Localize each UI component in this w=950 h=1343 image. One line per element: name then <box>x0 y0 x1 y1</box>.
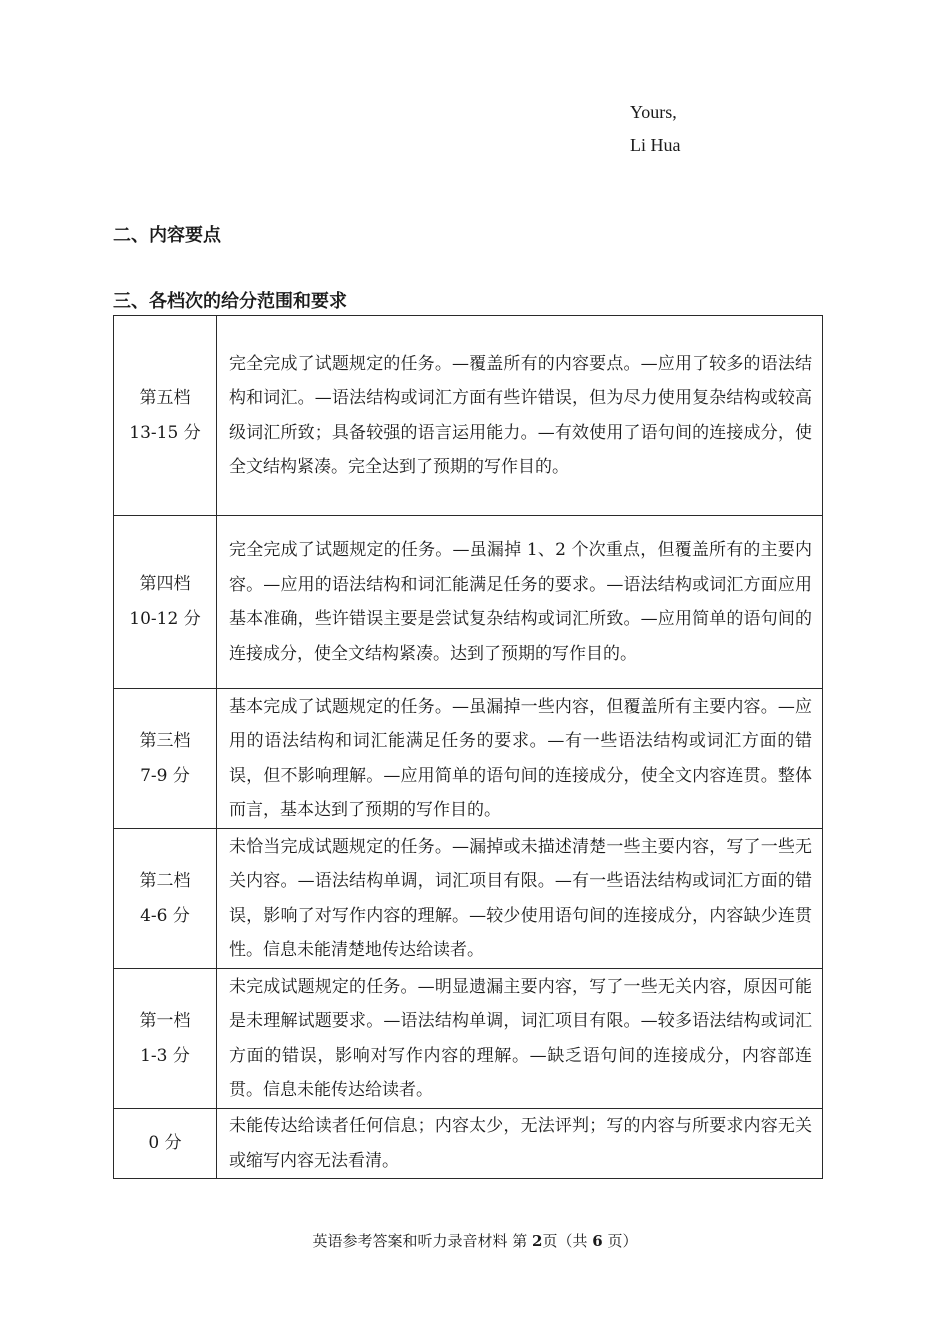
table-row <box>114 689 823 829</box>
level-cell <box>114 689 217 829</box>
level-name: 第三档 <box>139 730 191 751</box>
section-heading-content-points: 二、内容要点 <box>113 225 221 246</box>
closing-signature: Li Hua <box>630 135 681 155</box>
level-name: 第四档 <box>139 574 191 594</box>
level-description: 未恰当完成试题规定的任务。—漏掉或未描述清楚一些主要内容，写了一些无关内容。—语法结构单调，词汇项目有限。—有一些语法结构或词汇方面的错误，影响了对写作内容的理解。—较少使用语句间的连接成分，内容缺少连贯性。信息未能清楚地传达给读者。 <box>217 829 823 969</box>
level-name: 第五档 <box>139 387 191 408</box>
footer-prefix: 英语参考答案和听力录音材料 第 <box>312 1232 528 1250</box>
level-score: 13-15 分 <box>129 422 201 443</box>
table-row <box>114 316 823 516</box>
level-description: 完全完成了试题规定的任务。—虽漏掉 1、2 个次重点，但覆盖所有的主要内容。—应用的语法结构和词汇能满足任务的要求。—语法结构或词汇方面应用基本准确，些许错误主要是尝试复杂结构或词汇所致。—应用简单的语句间的连接成分，使全文结构紧凑。达到了预期的写作目的。 <box>217 516 823 689</box>
level-cell <box>114 969 217 1109</box>
table-row <box>114 829 823 969</box>
table-row <box>114 516 823 689</box>
level-cell <box>114 316 217 516</box>
page-footer <box>0 1230 950 1252</box>
table-row <box>114 969 823 1109</box>
level-name: 第二档 <box>139 870 191 891</box>
level-cell <box>114 1109 217 1179</box>
level-description: 完全完成了试题规定的任务。—覆盖所有的内容要点。—应用了较多的语法结构和词汇。—语法结构或词汇方面有些许错误，但为尽力使用复杂结构或较高级词汇所致；具备较强的语言运用能力。—有效使用了语句间的连接成分，使全文结构紧凑。完全达到了预期的写作目的。 <box>217 316 823 516</box>
footer-middle: 页（共 <box>542 1232 588 1250</box>
table-row <box>114 1109 823 1179</box>
footer-total-pages: 6 <box>592 1232 603 1250</box>
level-score: 1-3 分 <box>140 1045 190 1066</box>
letter-closing <box>630 96 680 162</box>
level-score: 10-12 分 <box>129 609 201 629</box>
level-cell <box>114 829 217 969</box>
level-description: 未完成试题规定的任务。—明显遗漏主要内容，写了一些无关内容，原因可能是未理解试题要求。—语法结构单调，词汇项目有限。—较多语法结构或词汇方面的错误，影响对写作内容的理解。—缺乏语句间的连接成分，内容部连贯。信息未能传达给读者。 <box>217 969 823 1109</box>
level-cell <box>114 516 217 689</box>
level-description: 未能传达给读者任何信息；内容太少，无法评判；写的内容与所要求内容无关或缩写内容无法看清。 <box>217 1109 823 1179</box>
grading-table <box>113 315 823 1179</box>
level-score: 0 分 <box>148 1133 182 1153</box>
section-heading-grading-criteria: 三、各档次的给分范围和要求 <box>113 291 347 312</box>
level-score: 4-6 分 <box>140 905 190 926</box>
footer-page-number: 2 <box>532 1232 543 1250</box>
closing-salutation: Yours, <box>630 102 677 122</box>
footer-suffix: 页） <box>602 1232 638 1250</box>
level-description: 基本完成了试题规定的任务。—虽漏掉一些内容，但覆盖所有主要内容。—应用的语法结构和词汇能满足任务的要求。—有一些语法结构或词汇方面的错误，但不影响理解。—应用简单的语句间的连接成分，使全文内容连贯。整体而言，基本达到了预期的写作目的。 <box>217 689 823 829</box>
level-score: 7-9 分 <box>140 765 190 786</box>
level-name: 第一档 <box>139 1010 191 1031</box>
